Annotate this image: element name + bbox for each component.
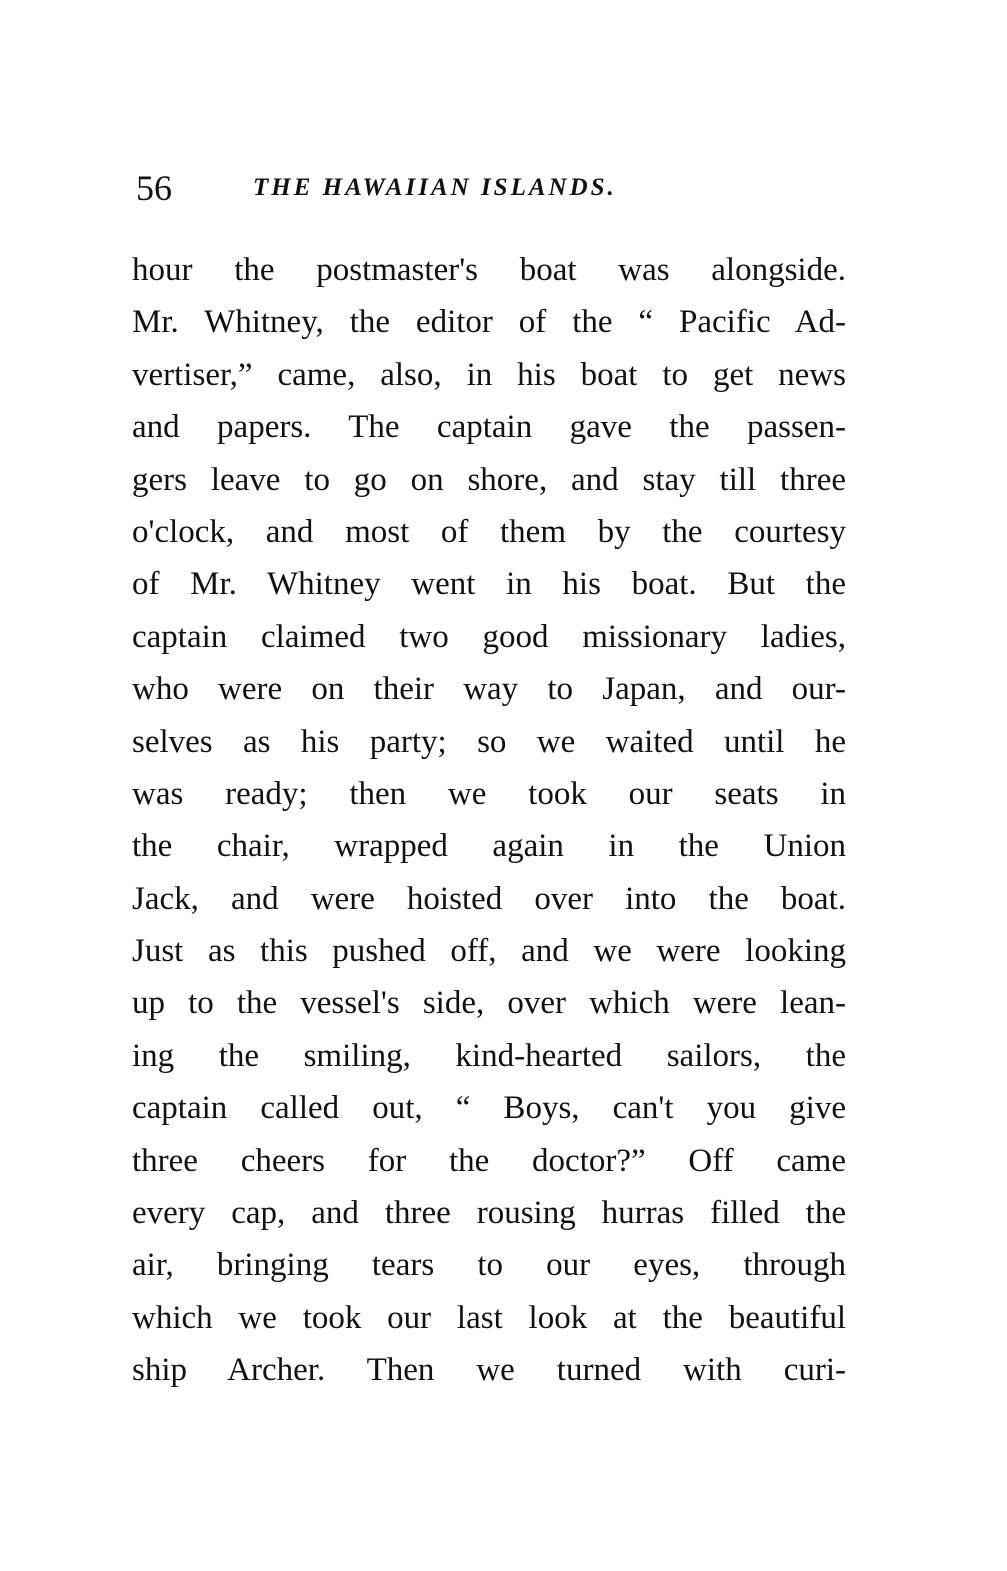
body-text bbox=[132, 244, 846, 1397]
page-header bbox=[136, 166, 846, 210]
text-line: o'clock, and most of them by the courtesy bbox=[132, 513, 846, 550]
text-line: of Mr. Whitney went in his boat. But the bbox=[132, 566, 846, 603]
text-line: Mr. Whitney, the editor of the “ Pacific Ad- bbox=[132, 304, 846, 341]
text-line: three cheers for the doctor?” Off came bbox=[132, 1142, 846, 1179]
text-line: captain claimed two good missionary ladies, bbox=[132, 618, 846, 655]
text-line: Jack, and were hoisted over into the boat. bbox=[132, 880, 846, 917]
text-line: up to the vessel's side, over which were lean- bbox=[132, 985, 846, 1022]
text-line: was ready; then we took our seats in bbox=[132, 775, 846, 812]
text-line: which we took our last look at the beautiful bbox=[132, 1299, 846, 1336]
text-line: every cap, and three rousing hurras filled the bbox=[132, 1195, 846, 1232]
text-line: and papers. The captain gave the passen- bbox=[132, 409, 846, 446]
text-line: ing the smiling, kind-hearted sailors, the bbox=[132, 1037, 846, 1074]
text-line: vertiser,” came, also, in his boat to get news bbox=[132, 356, 846, 393]
text-line: ship Archer. Then we turned with curi- bbox=[132, 1352, 846, 1389]
text-line: air, bringing tears to our eyes, through bbox=[132, 1247, 846, 1284]
text-line: the chair, wrapped again in the Union bbox=[132, 828, 846, 865]
text-line: Just as this pushed off, and we were looking bbox=[132, 933, 846, 970]
text-line: hour the postmaster's boat was alongside. bbox=[132, 252, 846, 288]
text-line: selves as his party; so we waited until he bbox=[132, 723, 846, 760]
text-line: who were on their way to Japan, and our- bbox=[132, 671, 846, 708]
text-line: gers leave to go on shore, and stay till three bbox=[132, 461, 846, 498]
text-line: captain called out, “ Boys, can't you give bbox=[132, 1090, 846, 1127]
running-title: THE HAWAIIAN ISLANDS. bbox=[253, 174, 617, 201]
page-number: 56 bbox=[136, 168, 172, 208]
